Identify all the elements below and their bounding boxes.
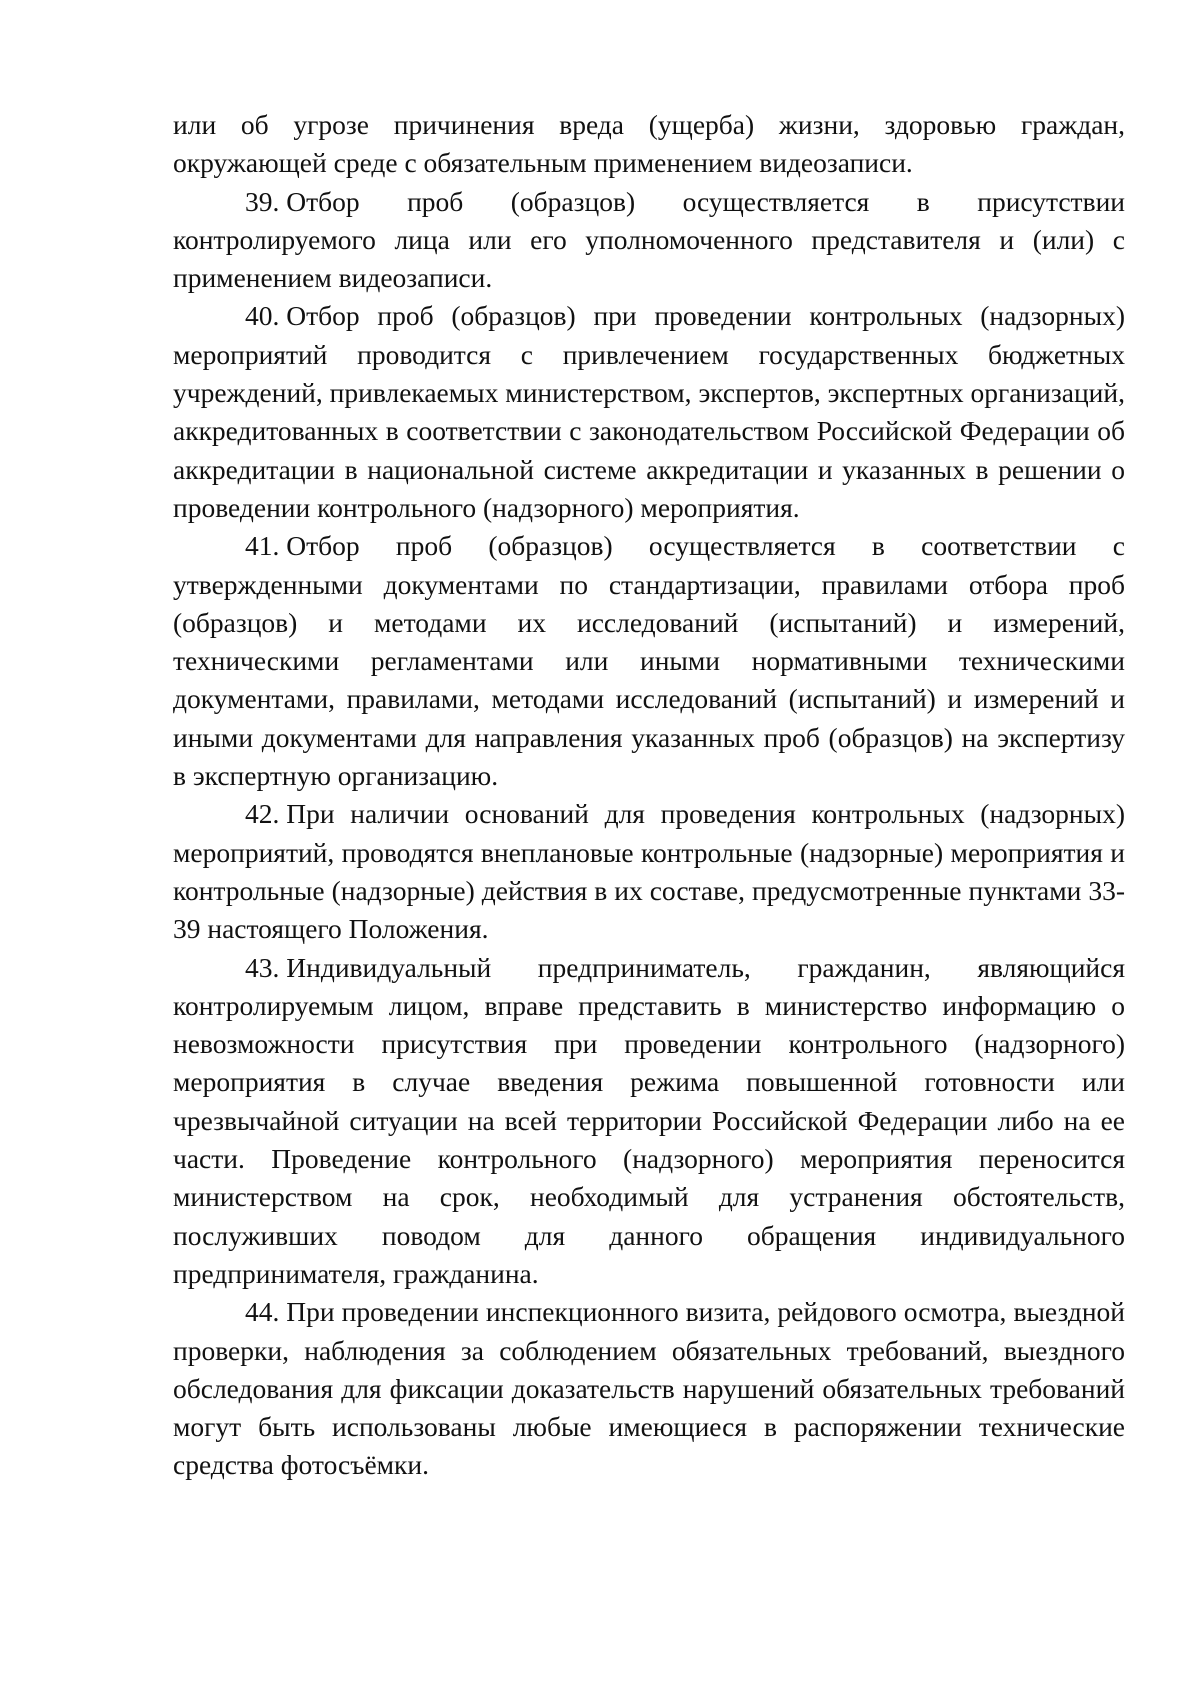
document-page [173,106,1125,1485]
paragraph-text: При наличии оснований для проведения контрольных (надзорных) мероприятий, проводятся внеплановые контрольные (надзорные) мероприятия и контрольные (надзорные) действия в их составе, предусмотренные пунктами 33-39 настоящего Положения. [173,798,1125,945]
paragraph-40 [173,297,1125,527]
paragraph-text: Отбор проб (образцов) осуществляется в присутствии контролируемого лица или его уполномоченного представителя и (или) с применением видеозаписи. [173,185,1125,294]
paragraph-number: 42. [245,798,280,830]
paragraph-39 [173,183,1125,298]
paragraph-41 [173,527,1125,795]
paragraph-text: Отбор проб (образцов) осуществляется в соответствии с утвержденными документами по стандартизации, правилами отбора проб (образцов) и методами их исследований (испытаний) и измерений, техническими регламентами или иными нормативными техническими документами, правилами, методами исследований (испытаний) и измерений и иными документами для направления указанных проб (образцов) на экспертизу в экспертную организацию. [173,530,1125,792]
paragraph-number: 41. [245,530,280,562]
paragraph-number: 40. [245,300,280,332]
paragraph-number: 39. [245,185,280,217]
continuation-paragraph: или об угрозе причинения вреда (ущерба) жизни, здоровью граждан, окружающей среде с обязательным применением видеозаписи. [173,109,1125,179]
paragraph-text: Индивидуальный предприниматель, гражданин, являющийся контролируемым лицом, вправе представить в министерство информацию о невозможности присутствия при проведении контрольного (надзорного) мероприятия в случае введения режима повышенной готовности или чрезвычайной ситуации на всей территории Российской Федерации либо на ее части. Проведение контрольного (надзорного) мероприятия переносится министерством на срок, необходимый для устранения обстоятельств, послуживших поводом для данного обращения индивидуального предпринимателя, гражданина. [173,951,1125,1289]
paragraph-text: Отбор проб (образцов) при проведении контрольных (надзорных) мероприятий проводится с привлечением государственных бюджетных учреждений, привлекаемых министерством, экспертов, экспертных организаций, аккредитованных в соответствии с законодательством Российской Федерации об аккредитации в национальной системе аккредитации и указанных в решении о проведении контрольного (надзорного) мероприятия. [173,300,1125,523]
paragraph-43 [173,949,1125,1294]
paragraph-number: 44. [245,1296,280,1328]
paragraph-42 [173,795,1125,948]
paragraph-text: При проведении инспекционного визита, рейдового осмотра, выездной проверки, наблюдения за соблюдением обязательных требований, выездного обследования для фиксации доказательств нарушений обязательных требований могут быть использованы любые имеющиеся в распоряжении технические средства фотосъёмки. [173,1296,1125,1481]
paragraph-number: 43. [245,951,280,983]
paragraph-44 [173,1293,1125,1484]
